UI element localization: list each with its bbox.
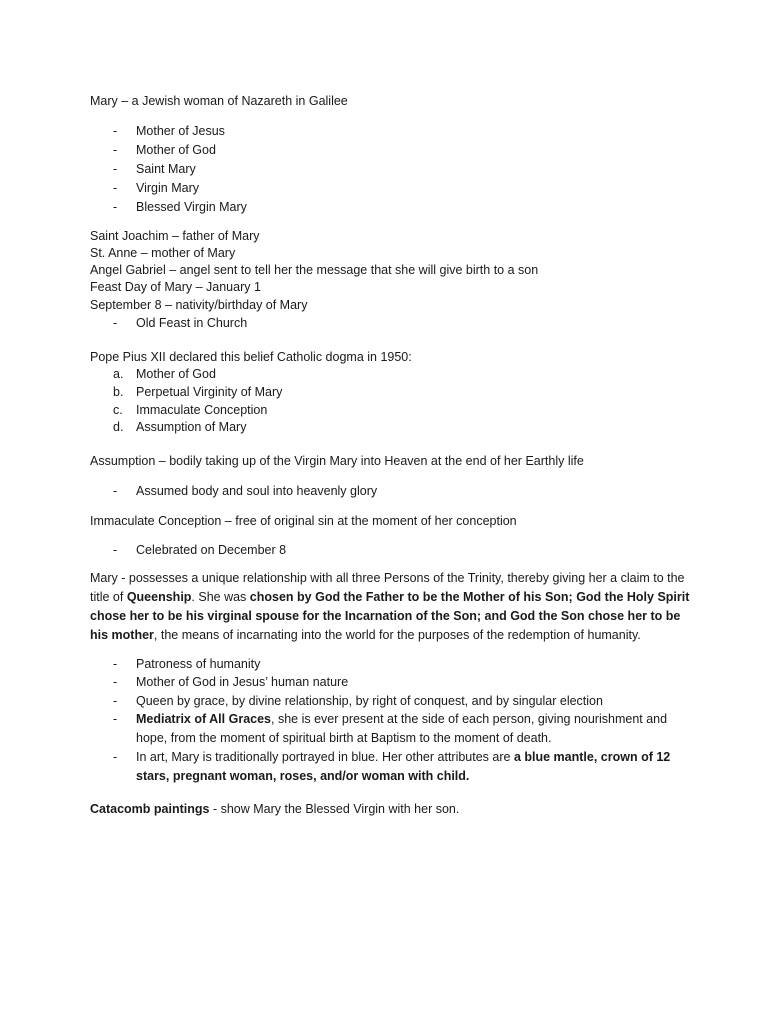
intro-line: Mary – a Jewish woman of Nazareth in Galilee [90,94,348,108]
gabriel-line: Angel Gabriel – angel sent to tell her the message that she will give birth to a son [90,263,539,277]
catacomb-line: Catacomb paintings - show Mary the Blessed Virgin with her son. [90,802,460,816]
list-item: - Queen by grace, by divine relationship, by right of conquest, and by singular election [113,694,603,708]
dogma-item: a. Mother of God [113,367,216,381]
list-item: - Patroness of humanity [113,657,261,671]
immaculate-definition: Immaculate Conception – free of original sin at the moment of her conception [90,514,517,528]
list-item: - Celebrated on December 8 [113,543,287,557]
list-item: - Mother of God in Jesus’ human nature [113,675,349,689]
feast-day-line: Feast Day of Mary – January 1 [90,280,261,294]
list-item: - Old Feast in Church [113,316,248,330]
list-item: - Virgin Mary [113,181,199,195]
nativity-line: September 8 – nativity/birthday of Mary [90,298,308,312]
anne-line: St. Anne – mother of Mary [90,246,236,260]
dogma-item: d. Assumption of Mary [113,420,247,434]
list-item: - Blessed Virgin Mary [113,200,247,214]
joachim-line: Saint Joachim – father of Mary [90,229,260,243]
dogma-item: c. Immaculate Conception [113,403,268,417]
queenship-paragraph: Mary - possesses a unique relationship with all three Persons of the Trinity, thereby giving her a claim to the title of Queenship. She was chosen by God the Father to be the Mother of his Son; God the Holy Spirit chose her to be his virginal spouse for the Incarnation of the Son; and God the Son chose her to be his mother, the means of incarnating into the world for the purposes of the redemption of humanity. [90,571,690,642]
list-item: - Mother of God [113,143,216,157]
dogma-item: b. Perpetual Virginity of Mary [113,385,283,399]
assumption-definition: Assumption – bodily taking up of the Virgin Mary into Heaven at the end of her Earthly life [90,454,584,468]
list-item: - Saint Mary [113,162,196,176]
list-item: - In art, Mary is traditionally portrayed in blue. Her other attributes are a blue mantle, crown of 12 stars, pregnant woman, roses, and/or woman with child. [113,750,671,783]
dogma-heading: Pope Pius XII declared this belief Catholic dogma in 1950: [90,350,412,364]
list-item: - Mother of Jesus [113,124,225,138]
list-item: - Assumed body and soul into heavenly glory [113,484,378,498]
list-item: - Mediatrix of All Graces, she is ever present at the side of each person, giving nourishment and hope, from the moment of spiritual birth at Baptism to the moment of death. [113,712,668,745]
